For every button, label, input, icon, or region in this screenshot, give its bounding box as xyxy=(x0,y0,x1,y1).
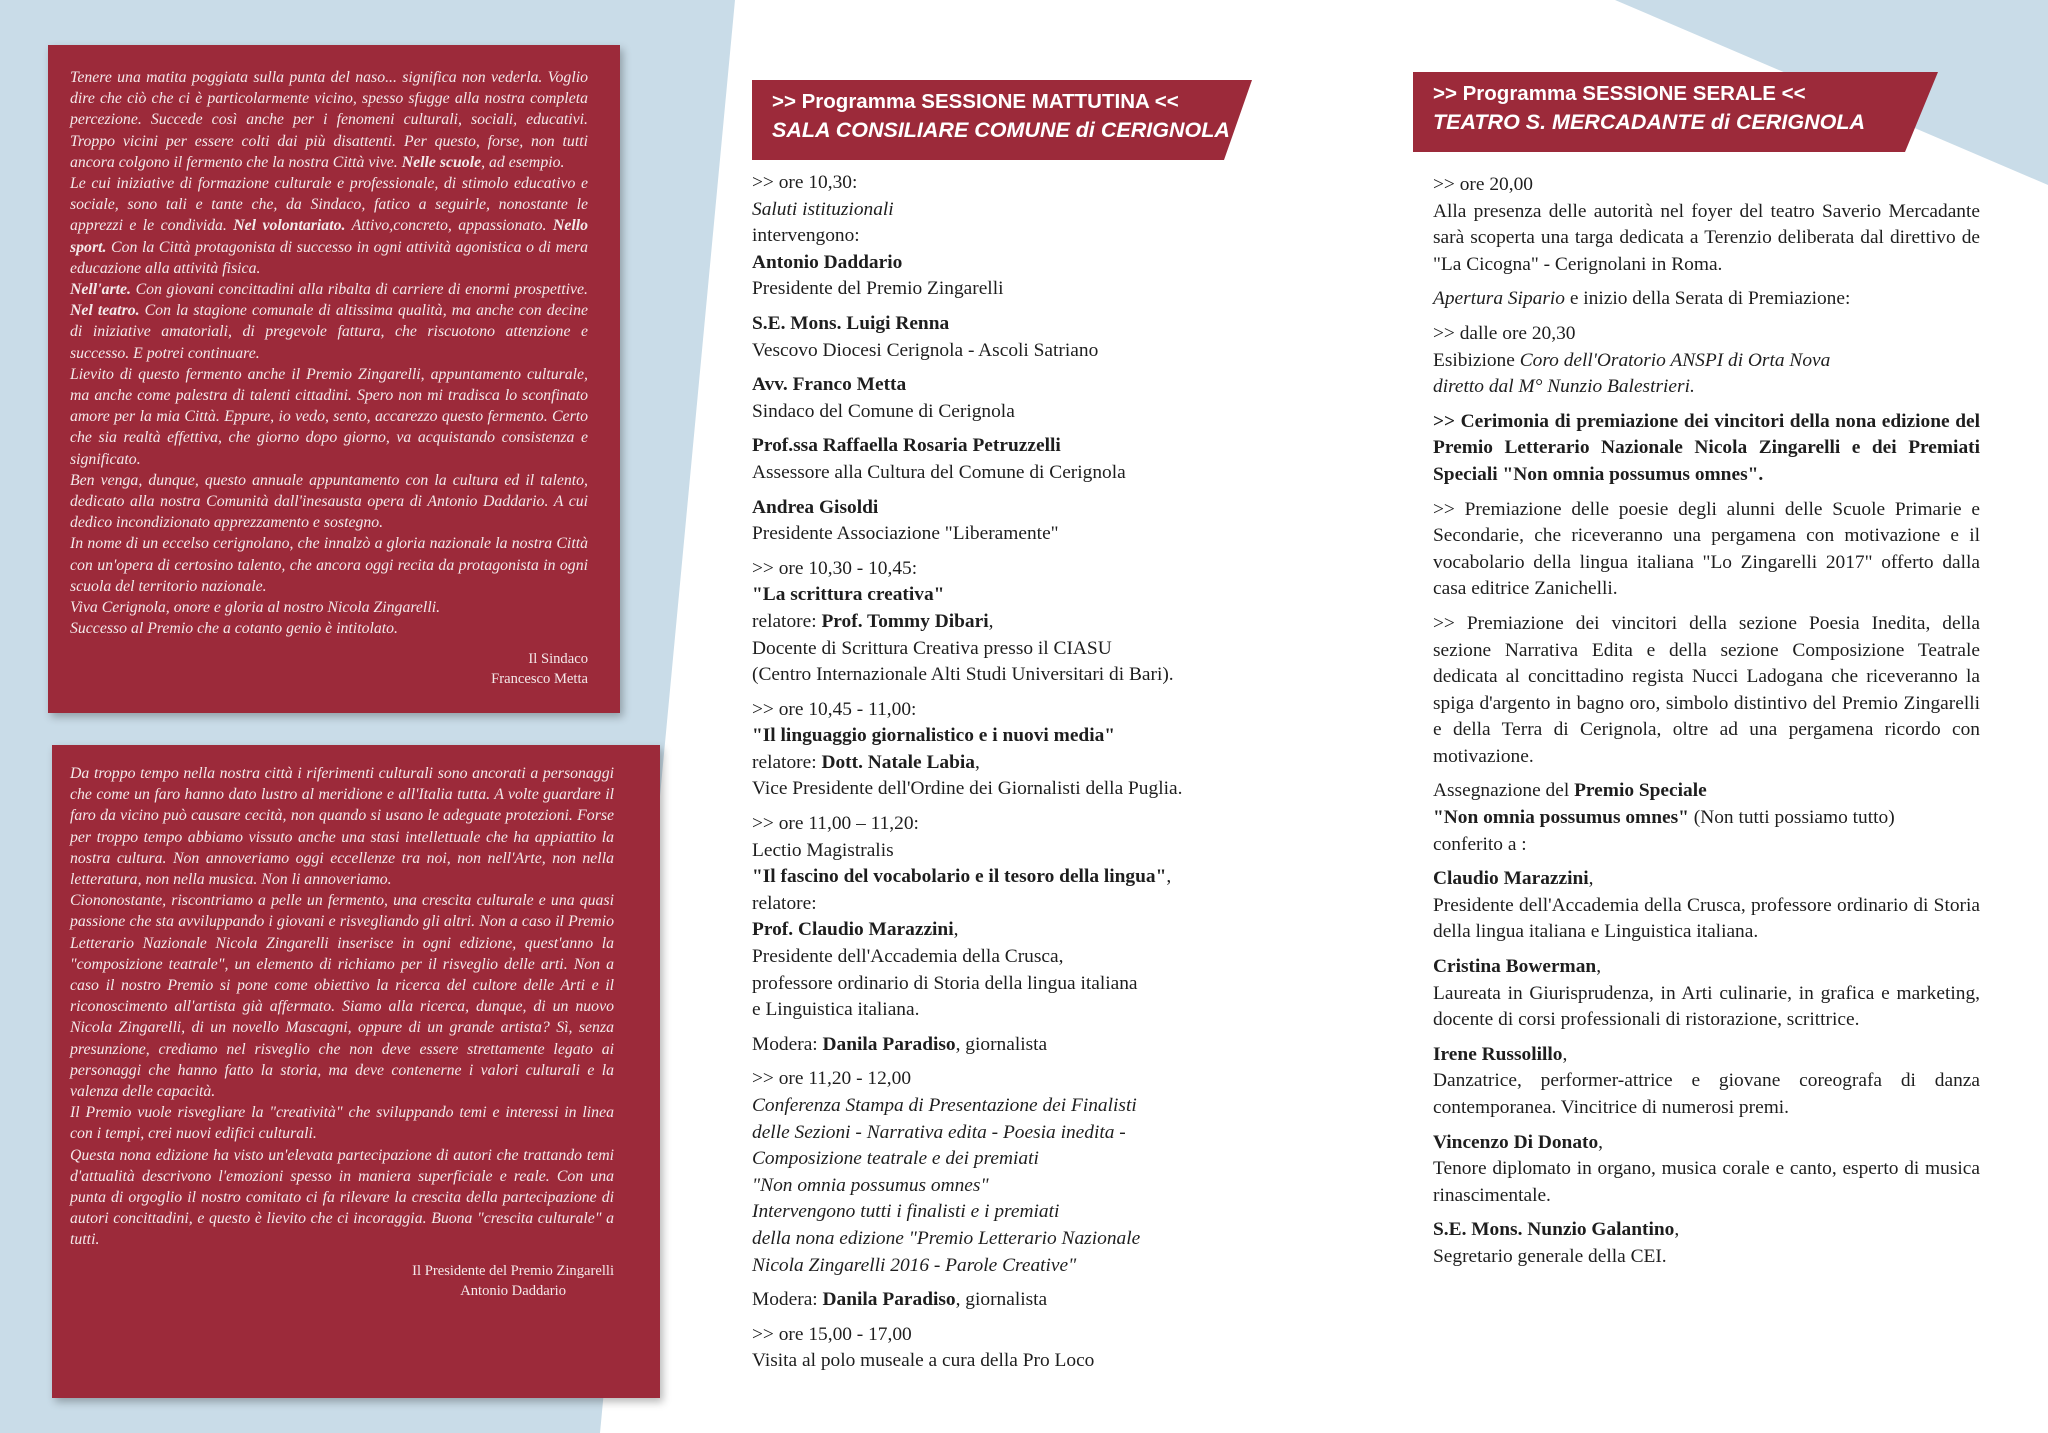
message-paragraph xyxy=(70,618,588,639)
message-paragraph xyxy=(70,67,588,173)
bold-text: "Non omnia possumus omnes" xyxy=(1433,807,1689,829)
text-run: Da troppo tempo nella nostra città i riferimenti culturali sono ancorati a personaggi che come un faro hanno dato lustro al meridione e all'Italia tutta. A volte guardare il faro da vicino può causare cecità, non quando si usano le adeguate protezioni. Forse per troppo tempo abbiamo vissuto anche una stasi intellettuale che ha appiattito la nostra cultura. Non annoveriamo oggi eccellenze tra noi, non nell'Arte, non nella letteratura, non nella musica. Non li annoveriamo. xyxy=(70,765,614,889)
text-run: , xyxy=(988,610,994,632)
program-line xyxy=(752,1066,1272,1093)
bold-text: Prof. Tommy Dibari xyxy=(821,610,989,632)
italic-text: "Non omnia possumus omnes" xyxy=(752,1174,989,1196)
program-line xyxy=(752,891,1272,918)
program-line xyxy=(1433,1130,1980,1157)
program-item xyxy=(1433,611,1980,771)
program-line xyxy=(1433,199,1980,279)
bold-text: >> Cerimonia di premiazione dei vincitori della nona edizione del Premio Letterario Nazionale Nicola Zingarelli e dei Premiati Speciali "Non omnia possumus omnes". xyxy=(1433,410,1980,485)
program-item xyxy=(752,1032,1272,1059)
text-run: Lievito di questo fermento anche il Premio Zingarelli, appuntamento culturale, ma anche come palestra di talenti cittadini. Spero non mi tradisca lo sconfinato amore per la mia Città. Eppure, io vedo, sento, accarezzo questo fermento. Certo che sia realtà effettiva, che giorno dopo giorno, va acquistando consistenza e significato. xyxy=(70,365,588,468)
text-run: relatore: xyxy=(752,610,822,632)
text-run: Lectio Magistralis xyxy=(752,839,894,861)
program-item xyxy=(752,556,1272,689)
program-line xyxy=(752,1146,1272,1173)
program-item xyxy=(752,170,1272,303)
text-run: (Centro Internazionale Alti Studi Universitari di Bari). xyxy=(752,664,1174,686)
italic-text: della nona edizione "Premio Letterario Nazionale xyxy=(752,1227,1141,1249)
text-run: Il Premio vuole risvegliare la "creatività" che sviluppando temi e interessi in linea con i tempi, crei nuovi edifici culturali. xyxy=(70,1104,614,1143)
text-run: , xyxy=(953,919,959,941)
program-line xyxy=(1433,866,1980,893)
program-line xyxy=(752,636,1272,663)
president-message-text xyxy=(70,763,614,1251)
program-item xyxy=(1433,409,1980,489)
president-signature-name: Antonio Daddario xyxy=(460,1282,566,1299)
program-line xyxy=(752,338,1272,365)
program-line xyxy=(752,311,1272,338)
text-run: >> ore 10,45 - 11,00: xyxy=(752,698,917,720)
text-run: Presidente del Premio Zingarelli xyxy=(752,278,1004,300)
text-run: (Non tutti possiamo tutto) xyxy=(1688,807,1895,829)
italic-text: Coro dell'Oratorio ANSPI di Orta Nova xyxy=(1519,349,1831,371)
message-paragraph xyxy=(70,279,588,364)
evening-header-venue: TEATRO S. MERCADANTE di CERIGNOLA xyxy=(1433,110,1865,134)
program-line xyxy=(752,250,1272,277)
program-line xyxy=(1433,778,1980,805)
program-item xyxy=(1433,1130,1980,1210)
program-line xyxy=(1433,1244,1980,1271)
bold-text: Nello sport. xyxy=(70,217,589,256)
bold-text: Claudio Marazzini xyxy=(1433,868,1589,890)
text-run: professore ordinario di Storia della lingua italiana xyxy=(752,972,1138,994)
program-line xyxy=(752,460,1272,487)
message-paragraph xyxy=(70,1102,614,1144)
text-run: Ciononostante, riscontriamo a pelle un fermento, una crescita culturale e una quasi passione che sta avviluppando i giovani e risvegliando gli altri. Non a caso il Premio Letterario Nazionale Nicola Zingarelli inserisce in ogni edizione, quest'anno la "composizione teatrale", un elemento di richiamo per il risveglio delle arti. Non a caso il nostro Premio si pone come obiettivo la ricerca del cultore delle Arti e il riconoscimento all'artista già affermato. Siamo alla ricerca, dunque, di un nuovo Nicola Zingarelli, di un novello Mascagni, oppure di un grande artista? Sì, senza presunzione, crediamo nel risveglio che non deve essere strettamente legato ai personaggi che hanno fatto la storia, ma deve contenerne i valori culturali e la valenza delle capacità. xyxy=(70,892,614,1101)
program-line xyxy=(752,1093,1272,1120)
morning-header-venue: SALA CONSILIARE COMUNE di CERIGNOLA xyxy=(772,118,1230,142)
program-line xyxy=(1433,981,1980,1034)
program-line xyxy=(752,276,1272,303)
program-item xyxy=(752,1287,1272,1314)
program-item xyxy=(752,433,1272,486)
message-paragraph xyxy=(70,533,588,597)
text-run: Tenore diplomato in organo, musica corale e canto, esperto di musica rinascimentale. xyxy=(1433,1158,1980,1206)
program-line xyxy=(1433,409,1980,489)
text-run: , xyxy=(1562,1043,1568,1065)
program-item xyxy=(1433,1217,1980,1270)
text-run: , xyxy=(1588,868,1594,890)
program-item xyxy=(752,1066,1272,1279)
bold-text: Nelle scuole xyxy=(401,153,482,171)
text-run: Visita al polo museale a cura della Pro Loco xyxy=(752,1350,1095,1372)
text-run: , giornalista xyxy=(955,1033,1048,1055)
text-run: Presidente dell'Accademia della Crusca, professore ordinario di Storia della lingua italiana e Linguistica italiana. xyxy=(1433,894,1980,943)
bold-text: Nell'arte. xyxy=(70,281,131,299)
text-run: , xyxy=(1598,1131,1604,1153)
bold-text: Andrea Gisoldi xyxy=(752,496,879,518)
bold-text: Nel teatro. xyxy=(70,302,140,320)
text-run: , xyxy=(1596,956,1602,978)
bold-text: "La scrittura creativa" xyxy=(752,584,945,606)
bold-text: Antonio Daddario xyxy=(752,251,903,273)
program-line xyxy=(1433,805,1980,832)
program-line xyxy=(1433,286,1980,313)
bold-text: Cristina Bowerman xyxy=(1433,956,1597,978)
bold-text: S.E. Mons. Luigi Renna xyxy=(752,312,950,334)
program-line xyxy=(1433,611,1980,771)
program-line xyxy=(1433,321,1980,348)
program-item xyxy=(1433,286,1980,313)
bold-text: "Il fascino del vocabolario e il tesoro della lingua" xyxy=(752,866,1167,888)
program-line xyxy=(1433,954,1980,981)
text-run: , giornalista xyxy=(955,1289,1048,1311)
program-item xyxy=(752,495,1272,548)
text-run: relatore: xyxy=(752,751,822,773)
evening-session-header xyxy=(1413,72,1938,152)
text-run: >> ore 20,00 xyxy=(1433,174,1533,195)
program-line xyxy=(752,864,1272,891)
bold-text: "Il linguaggio giornalistico e i nuovi media" xyxy=(752,725,1116,747)
program-line xyxy=(752,609,1272,636)
text-run: , xyxy=(1674,1219,1680,1241)
program-line xyxy=(752,399,1272,426)
bold-text: Danila Paradiso xyxy=(822,1289,956,1311)
program-line xyxy=(752,223,1272,250)
text-run: , xyxy=(1166,866,1172,888)
program-item xyxy=(1433,954,1980,1034)
text-run: Con la stagione comunale di altissima qualità, ma anche con decine di iniziative amatoriali, di pregevole fattura, che riscuotono attenzione e successo. E potrei continuare. xyxy=(70,302,588,362)
program-line xyxy=(752,944,1272,971)
program-line xyxy=(752,723,1272,750)
message-paragraph xyxy=(70,173,588,279)
text-run: Attivo,concreto, appassionato. xyxy=(345,217,553,235)
italic-text: Composizione teatrale e dei premiati xyxy=(752,1148,1039,1170)
text-run: Vescovo Diocesi Cerignola - Ascoli Satriano xyxy=(752,339,1099,361)
text-run: Alla presenza delle autorità nel foyer del teatro Saverio Mercadante sarà scoperta una targa dedicata a Terenzio deliberata dal direttivo de "La Cicogna" - Cerignolani in Roma. xyxy=(1433,200,1980,275)
president-signature xyxy=(70,1261,614,1301)
program-item xyxy=(1433,321,1980,401)
program-line xyxy=(1433,1156,1980,1209)
text-run: Con la Città protagonista di successo in ogni attività agonistica o di mera educazione alla attività fisica. xyxy=(70,238,588,277)
evening-program xyxy=(1433,172,1980,1279)
program-line xyxy=(752,1253,1272,1280)
mayor-signature-role: Il Sindaco xyxy=(528,651,588,668)
program-line xyxy=(752,1032,1272,1059)
bold-text: Danila Paradiso xyxy=(822,1033,956,1055)
program-line xyxy=(752,811,1272,838)
message-paragraph xyxy=(70,1145,614,1251)
bold-text: Premio Speciale xyxy=(1574,780,1707,802)
program-item xyxy=(1433,1042,1980,1122)
program-item xyxy=(1433,866,1980,946)
text-run: Docente di Scrittura Creativa presso il CIASU xyxy=(752,637,1112,659)
text-run: , xyxy=(974,751,980,773)
program-item xyxy=(752,1322,1272,1375)
morning-program xyxy=(752,170,1272,1383)
text-run: >> ore 10,30 - 10,45: xyxy=(752,557,918,579)
text-run: Successo al Premio che a cotanto genio è intitolato. xyxy=(70,620,399,638)
morning-header-title: >> Programma SESSIONE MATTUTINA << xyxy=(772,90,1179,113)
program-item xyxy=(752,311,1272,364)
program-line xyxy=(752,521,1272,548)
program-line xyxy=(1433,497,1980,603)
program-line xyxy=(752,372,1272,399)
text-run: Vice Presidente dell'Ordine dei Giornalisti della Puglia. xyxy=(752,778,1183,800)
text-run: Esibizione xyxy=(1433,349,1520,371)
text-run: Modera: xyxy=(752,1289,823,1311)
bold-text: Prof.ssa Raffaella Rosaria Petruzzelli xyxy=(752,435,1061,457)
text-run: Assessore alla Cultura del Comune di Cerignola xyxy=(752,461,1126,483)
program-line xyxy=(752,662,1272,689)
program-item xyxy=(752,372,1272,425)
text-run: intervengono: xyxy=(752,225,860,247)
italic-text: Conferenza Stampa di Presentazione dei Finalisti xyxy=(752,1095,1137,1116)
program-line xyxy=(1433,172,1980,199)
program-line xyxy=(752,776,1272,803)
program-line xyxy=(1433,348,1980,375)
bold-text: Irene Russolillo xyxy=(1433,1043,1563,1065)
program-line xyxy=(752,997,1272,1024)
program-line xyxy=(752,1348,1272,1375)
president-signature-role: Il Presidente del Premio Zingarelli xyxy=(412,1262,614,1279)
program-line xyxy=(752,1199,1272,1226)
text-run: Presidente dell'Accademia della Crusca, xyxy=(752,946,1064,968)
program-item xyxy=(752,811,1272,1024)
text-run: Danzatrice, performer-attrice e giovane coreografa di danza contemporanea. Vincitrice di numerosi premi. xyxy=(1433,1070,1980,1118)
program-item xyxy=(1433,497,1980,603)
program-item xyxy=(752,697,1272,803)
program-line xyxy=(752,697,1272,724)
program-line xyxy=(752,197,1272,224)
bold-text: Nel volontariato. xyxy=(233,217,346,235)
message-paragraph xyxy=(70,763,614,890)
text-run: Assegnazione del xyxy=(1433,780,1575,802)
text-run: Ben venga, dunque, questo annuale appuntamento con la cultura ed il talento, dedicato alla nostra Comunità dall'inesausta opera di Antonio Daddario. A cui dedico incondizionato apprezzamento e sostegno. xyxy=(70,471,588,532)
program-line xyxy=(752,1322,1272,1349)
text-run: Modera: xyxy=(752,1033,823,1055)
message-paragraph xyxy=(70,890,614,1102)
text-run: relatore: xyxy=(752,892,817,914)
program-line xyxy=(752,971,1272,998)
mayor-signature xyxy=(70,649,588,689)
text-run: conferito a : xyxy=(1433,833,1527,855)
bold-text: S.E. Mons. Nunzio Galantino xyxy=(1433,1219,1675,1241)
program-line xyxy=(752,1287,1272,1314)
message-paragraph xyxy=(70,470,588,534)
morning-session-header xyxy=(752,80,1252,160)
italic-text: Intervengono tutti i finalisti e i premiati xyxy=(752,1201,1060,1223)
program-line xyxy=(752,433,1272,460)
program-line xyxy=(752,582,1272,609)
text-run: e Linguistica italiana. xyxy=(752,999,920,1021)
text-run: In nome di un eccelso cerignolano, che innalzò a gloria nazionale la nostra Città con un'opera di certosino talento, che ancora oggi recita da protagonista in ogni scuola del territorio nazionale. xyxy=(70,535,588,595)
text-run: Sindaco del Comune di Cerignola xyxy=(752,400,1015,422)
program-line xyxy=(752,556,1272,583)
bold-text: Avv. Franco Metta xyxy=(752,374,907,396)
message-paragraph xyxy=(70,364,588,470)
text-run: Con giovani concittadini alla ribalta di carriere di enormi prospettive. xyxy=(130,281,588,299)
program-line xyxy=(752,1226,1272,1253)
text-run: >> ore 10,30: xyxy=(752,172,858,193)
italic-text: delle Sezioni - Narrativa edita - Poesia inedita - xyxy=(752,1121,1126,1143)
text-run: Le cui iniziative di formazione culturale e professionale, di stimolo educativo e sociale, sono tali e tante che, da Sindaco, fatico a seguirle, nonostante le apprezzi e le condivida. xyxy=(70,175,588,235)
text-run: >> Premiazione dei vincitori della sezione Poesia Inedita, della sezione Narrativa Edita e della sezione Composizione Teatrale dedicata al concittadino regista Nucci Ladogana che riceveranno la spiga d'argento in bagno oro, simbolo distintivo del Premio Zingarelli e della Terra di Cerignola, oltre ad una pergamena ricordo con motivazione. xyxy=(1433,612,1980,767)
text-run: Questa nona edizione ha visto un'elevata partecipazione di autori che trattando temi d'attualità descrivono l'emozioni spesso in maniera superficiale e reale. Con una punta di orgoglio il nostro comitato ci fa rilevare la crescita della partecipazione di autori concittadini, e questo è lievito che ci incoraggia. Buona "crescita culturale" a tutti. xyxy=(70,1146,614,1249)
program-line xyxy=(752,750,1272,777)
text-run: >> ore 15,00 - 17,00 xyxy=(752,1323,912,1345)
program-line xyxy=(752,495,1272,522)
program-line xyxy=(752,917,1272,944)
program-line xyxy=(1433,1042,1980,1069)
program-line xyxy=(752,1173,1272,1200)
italic-text: Apertura Sipario xyxy=(1433,288,1565,310)
mayor-signature-name: Francesco Metta xyxy=(491,671,588,688)
bold-text: Vincenzo Di Donato xyxy=(1433,1131,1599,1153)
program-item xyxy=(1433,172,1980,278)
program-line xyxy=(1433,374,1980,401)
text-run: >> dalle ore 20,30 xyxy=(1433,322,1576,344)
program-item xyxy=(1433,778,1980,858)
program-line xyxy=(752,838,1272,865)
text-run: Tenere una matita poggiata sulla punta del naso... significa non vederla. Voglio dire che ciò che ci è particolarmente vicino, spesso sfugge alla nostra completa percezione. Succede così anche per i fenomeni culturali, sociali, educativi. Troppo vicini per essere colti dai più disattenti. Per questo, forse, non tutti ancora colgono il fermento che la nostra Città vive. xyxy=(70,69,588,171)
program-line xyxy=(1433,832,1980,859)
text-run: >> ore 11,20 - 12,00 xyxy=(752,1068,912,1090)
text-run: Segretario generale della CEI. xyxy=(1433,1245,1667,1267)
program-line xyxy=(1433,893,1980,946)
italic-text: diretto dal M° Nunzio Balestrieri. xyxy=(1433,376,1695,398)
program-line xyxy=(752,1120,1272,1147)
text-run: e inizio della Serata di Premiazione: xyxy=(1564,288,1851,310)
italic-text: Nicola Zingarelli 2016 - Parole Creative" xyxy=(752,1254,1077,1276)
bold-text: Dott. Natale Labia xyxy=(821,751,975,773)
program-line xyxy=(1433,1068,1980,1121)
text-run: >> ore 11,00 – 11,20: xyxy=(752,813,919,835)
program-line xyxy=(752,170,1272,197)
text-run: Viva Cerignola, onore e gloria al nostro Nicola Zingarelli. xyxy=(70,599,441,617)
text-run: >> Premiazione delle poesie degli alunni delle Scuole Primarie e Secondarie, che riceveranno una pergamena con motivazione e il vocabolario della lingua italiana "Lo Zingarelli 2017" offerto dalla casa editrice Zanichelli. xyxy=(1433,498,1980,600)
program-line xyxy=(1433,1217,1980,1244)
bold-text: Prof. Claudio Marazzini xyxy=(752,919,954,941)
text-run: Presidente Associazione "Liberamente" xyxy=(752,523,1059,545)
message-paragraph xyxy=(70,597,588,618)
president-message-box xyxy=(52,745,660,1398)
mayor-message-box xyxy=(48,45,620,713)
evening-header-title: >> Programma SESSIONE SERALE << xyxy=(1433,82,1806,105)
text-run: , ad esempio. xyxy=(481,153,565,171)
italic-text: Saluti istituzionali xyxy=(752,198,894,220)
mayor-message-text xyxy=(70,67,588,639)
text-run: Laureata in Giurisprudenza, in Arti culinarie, in grafica e marketing, docente di corsi professionali di ristorazione, scrittrice. xyxy=(1433,982,1980,1031)
